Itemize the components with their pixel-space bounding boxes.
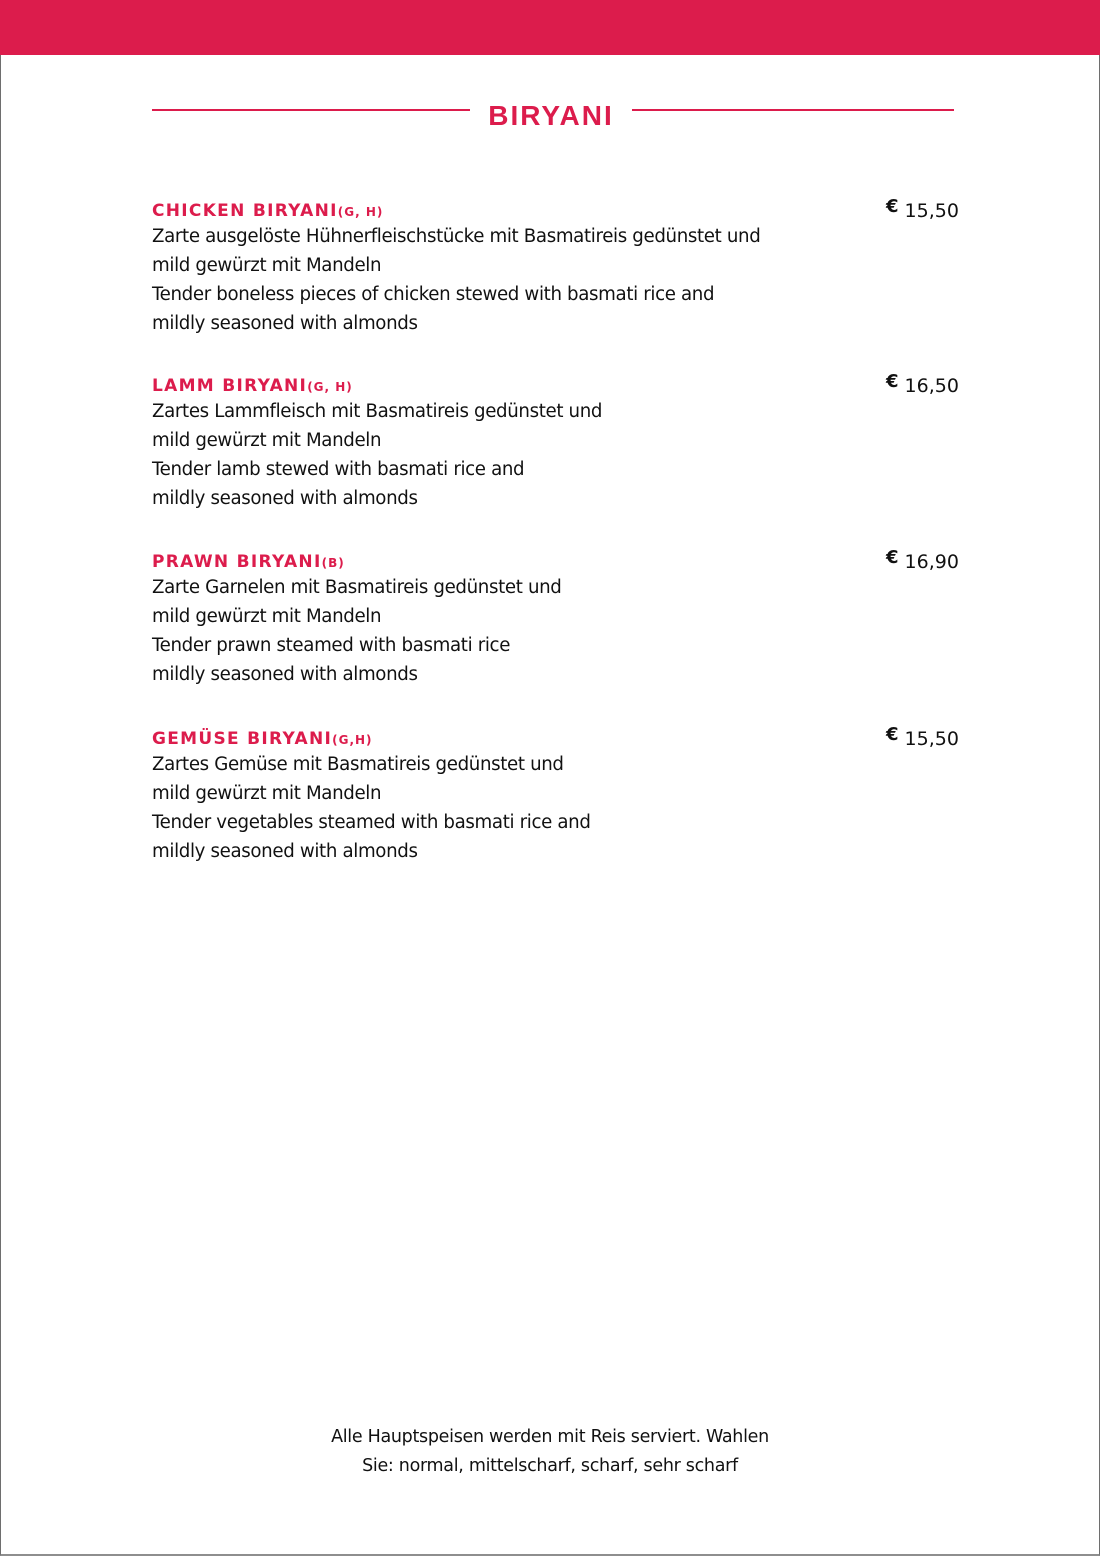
- allergen-codes: (G, H): [307, 380, 353, 394]
- description-line: Tender boneless pieces of chicken stewed with basmati rice and: [152, 284, 715, 305]
- item-price: [886, 724, 976, 750]
- item-title: LAMM BIRYANI: [152, 376, 308, 396]
- menu-item-lamm-biryani: [152, 371, 972, 513]
- top-color-band: [0, 0, 1100, 55]
- description-line: Zarte Garnelen mit Basmatireis gedünstet und: [152, 577, 562, 598]
- description-line: mild gewürzt mit Mandeln: [152, 606, 382, 627]
- item-name: [152, 200, 972, 222]
- menu-item-prawn-biryani: [152, 547, 972, 689]
- item-title: PRAWN BIRYANI: [152, 552, 322, 572]
- description-line: mild gewürzt mit Mandeln: [152, 430, 382, 451]
- allergen-codes: (B): [321, 556, 345, 570]
- description-line: mild gewürzt mit Mandeln: [152, 783, 382, 804]
- header-rule-left: [152, 109, 470, 111]
- price-value: 15,50: [904, 728, 959, 750]
- euro-icon: €: [886, 724, 899, 745]
- menu-item-gemuese-biryani: [152, 724, 972, 866]
- item-name: [152, 728, 972, 750]
- description-line: mildly seasoned with almonds: [152, 841, 418, 862]
- item-price: [886, 196, 976, 222]
- item-price: [886, 547, 976, 573]
- description-line: mildly seasoned with almonds: [152, 313, 418, 334]
- description-line: Zartes Gemüse mit Basmatireis gedünstet und: [152, 754, 564, 775]
- description-line: Tender vegetables steamed with basmati rice and: [152, 812, 591, 833]
- footer-line: Alle Hauptspeisen werden mit Reis serviert. Wahlen: [331, 1427, 769, 1447]
- description-line: mildly seasoned with almonds: [152, 664, 418, 685]
- price-value: 15,50: [904, 200, 959, 222]
- footer-line: Sie: normal, mittelscharf, scharf, sehr scharf: [362, 1456, 738, 1476]
- description-line: mild gewürzt mit Mandeln: [152, 255, 382, 276]
- section-header: [152, 96, 954, 136]
- allergen-codes: (G, H): [337, 205, 384, 219]
- description-line: Zartes Lammfleisch mit Basmatireis gedünstet und: [152, 401, 603, 422]
- item-title: GEMÜSE BIRYANI: [152, 729, 333, 749]
- euro-icon: €: [886, 547, 899, 568]
- description-line: mildly seasoned with almonds: [152, 488, 418, 509]
- menu-item-chicken-biryani: [152, 196, 972, 338]
- section-title: BIRYANI: [488, 100, 614, 131]
- allergen-codes: (G,H): [332, 733, 373, 747]
- item-title: CHICKEN BIRYANI: [152, 201, 338, 221]
- footer-note: [200, 1423, 900, 1481]
- euro-icon: €: [886, 196, 899, 217]
- item-name: [152, 551, 972, 573]
- euro-icon: €: [886, 371, 899, 392]
- description-line: Tender lamb stewed with basmati rice and: [152, 459, 525, 480]
- description-line: Tender prawn steamed with basmati rice: [152, 635, 511, 656]
- item-name: [152, 375, 972, 397]
- price-value: 16,50: [904, 375, 959, 397]
- description-line: Zarte ausgelöste Hühnerfleischstücke mit Basmatireis gedünstet und: [152, 226, 761, 247]
- header-rule-right: [632, 109, 954, 111]
- price-value: 16,90: [904, 551, 959, 573]
- item-price: [886, 371, 976, 397]
